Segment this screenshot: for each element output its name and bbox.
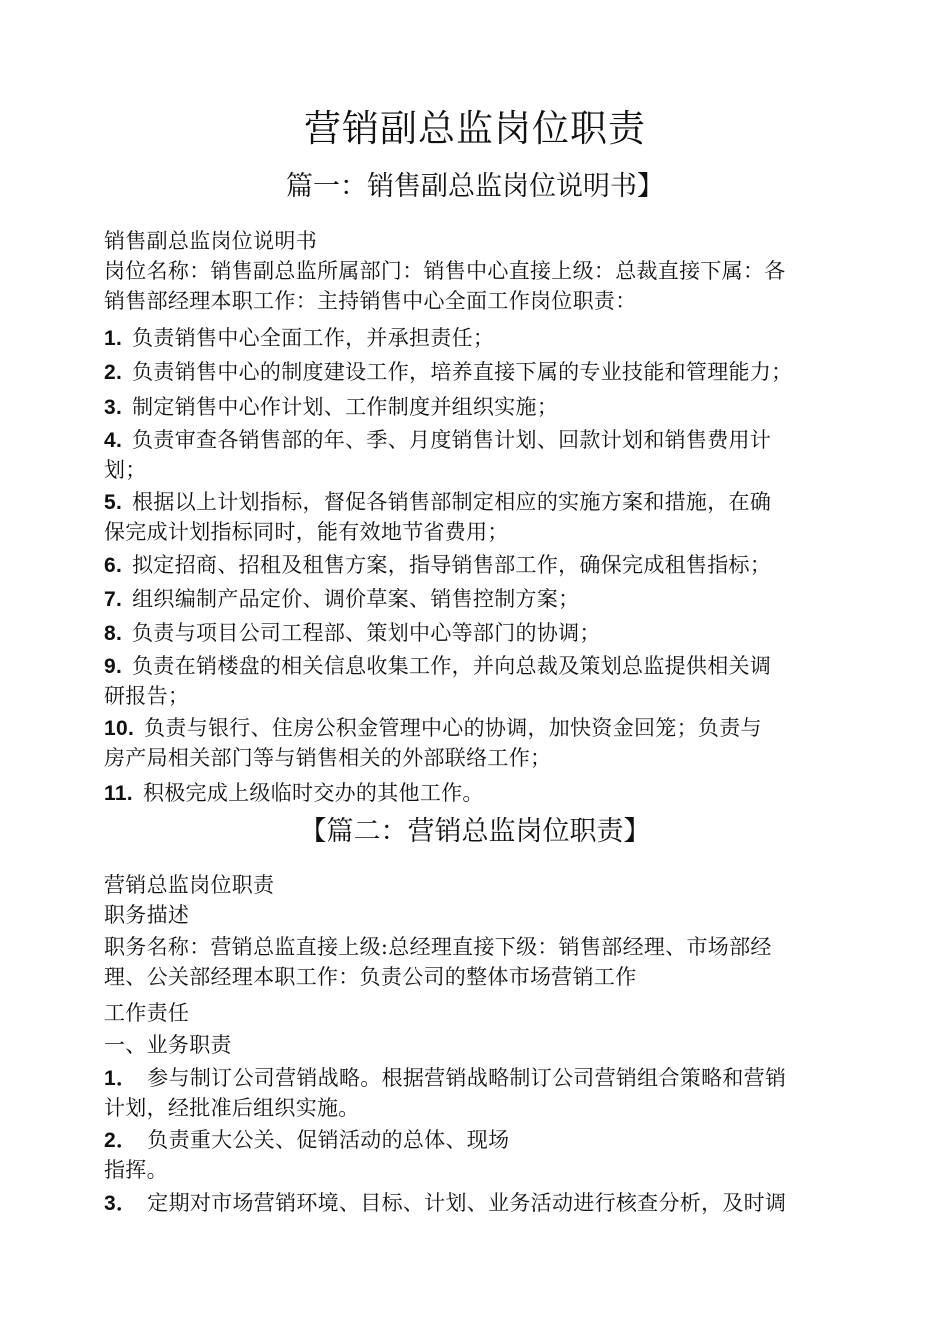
list-item-number: 2． <box>104 1129 138 1152</box>
list-item-number: 1． <box>104 1067 138 1090</box>
list-item-text: 负责与项目公司工程部、策划中心等部门的协调； <box>132 621 601 645</box>
part1-heading: 篇一：销售副总监岗位说明书】 <box>286 171 664 202</box>
list-item-number: 10. <box>104 717 135 740</box>
list-item-text: 组织编制产品定价、调价草案、销售控制方案； <box>132 587 580 611</box>
list-item-text: 制定销售中心作计划、工作制度并组织实施； <box>132 395 559 419</box>
part1-intro-line: 岗位名称：销售副总监所属部门：销售中心直接上级：总裁直接下属：各 <box>104 259 786 283</box>
list-item <box>104 1125 864 1156</box>
list-item <box>104 778 864 809</box>
list-item-text: 参与制订公司营销战略。根据营销战略制订公司营销组合策略和营销 <box>147 1066 787 1090</box>
list-item-number: 9. <box>104 655 123 678</box>
list-item <box>104 357 864 388</box>
list-item <box>104 651 864 682</box>
list-item <box>104 1188 864 1219</box>
list-item <box>104 392 864 423</box>
list-item <box>104 584 864 615</box>
part2-section-title: 职务描述 <box>104 903 190 927</box>
list-item-continuation: 房产局相关部门等与销售相关的外部联络工作； <box>104 746 552 770</box>
list-item <box>104 618 864 649</box>
list-item-number: 6. <box>104 554 123 577</box>
list-item <box>104 713 864 744</box>
list-item-number: 3. <box>104 396 123 419</box>
list-item-number: 7. <box>104 588 123 611</box>
list-item <box>104 550 864 581</box>
list-item-text: 负责重大公关、促销活动的总体、现场 <box>147 1128 510 1152</box>
list-item-number: 1. <box>104 327 123 350</box>
list-item-number: 8. <box>104 622 123 645</box>
list-item-continuation: 划； <box>104 458 147 482</box>
list-item-number: 2. <box>104 361 123 384</box>
list-item-text: 负责销售中心的制度建设工作，培养直接下属的专业技能和管理能力； <box>132 360 793 384</box>
document-title: 营销副总监岗位职责 <box>304 107 646 150</box>
part2-heading: 【篇二：营销总监岗位职责】 <box>299 816 651 847</box>
part2-desc-line: 理、公关部经理本职工作：负责公司的整体市场营销工作 <box>104 965 637 989</box>
list-item <box>104 425 864 456</box>
list-item-continuation: 计划，经批准后组织实施。 <box>104 1096 360 1120</box>
list-item-continuation: 研报告； <box>104 684 190 708</box>
list-item-number: 11. <box>104 782 133 805</box>
part1-doc-title: 销售副总监岗位说明书 <box>104 229 317 253</box>
list-item-text: 积极完成上级临时交办的其他工作。 <box>142 781 484 805</box>
part1-intro-line: 销售部经理本职工作：主持销售中心全面工作岗位职责： <box>104 289 637 313</box>
list-item-text: 拟定招商、招租及租售方案，指导销售部工作，确保完成租售指标； <box>132 553 772 577</box>
list-item <box>104 1063 864 1094</box>
list-item-continuation: 指挥。 <box>104 1158 168 1182</box>
list-item <box>104 487 864 518</box>
list-item-text: 负责与银行、住房公积金管理中心的协调，加快资金回笼；负责与 <box>144 716 762 740</box>
part2-work-duty: 工作责任 <box>104 1001 190 1025</box>
list-item-text: 根据以上计划指标，督促各销售部制定相应的实施方案和措施，在确 <box>132 490 772 514</box>
list-item-text: 定期对市场营销环境、目标、计划、业务活动进行核查分析，及时调 <box>147 1191 787 1215</box>
part2-sub-heading: 一、业务职责 <box>104 1033 232 1057</box>
list-item <box>104 323 864 354</box>
list-item-text: 负责销售中心全面工作，并承担责任； <box>132 326 495 350</box>
list-item-number: 3． <box>104 1192 138 1215</box>
list-item-text: 负责审查各销售部的年、季、月度销售计划、回款计划和销售费用计 <box>132 428 772 452</box>
list-item-number: 5. <box>104 491 123 514</box>
part2-doc-title: 营销总监岗位职责 <box>104 873 275 897</box>
part2-desc-line: 职务名称：营销总监直接上级:总经理直接下级：销售部经理、市场部经 <box>104 935 772 959</box>
list-item-text: 负责在销楼盘的相关信息收集工作，并向总裁及策划总监提供相关调 <box>132 654 772 678</box>
list-item-continuation: 保完成计划指标同时，能有效地节省费用； <box>104 520 509 544</box>
list-item-number: 4. <box>104 429 123 452</box>
